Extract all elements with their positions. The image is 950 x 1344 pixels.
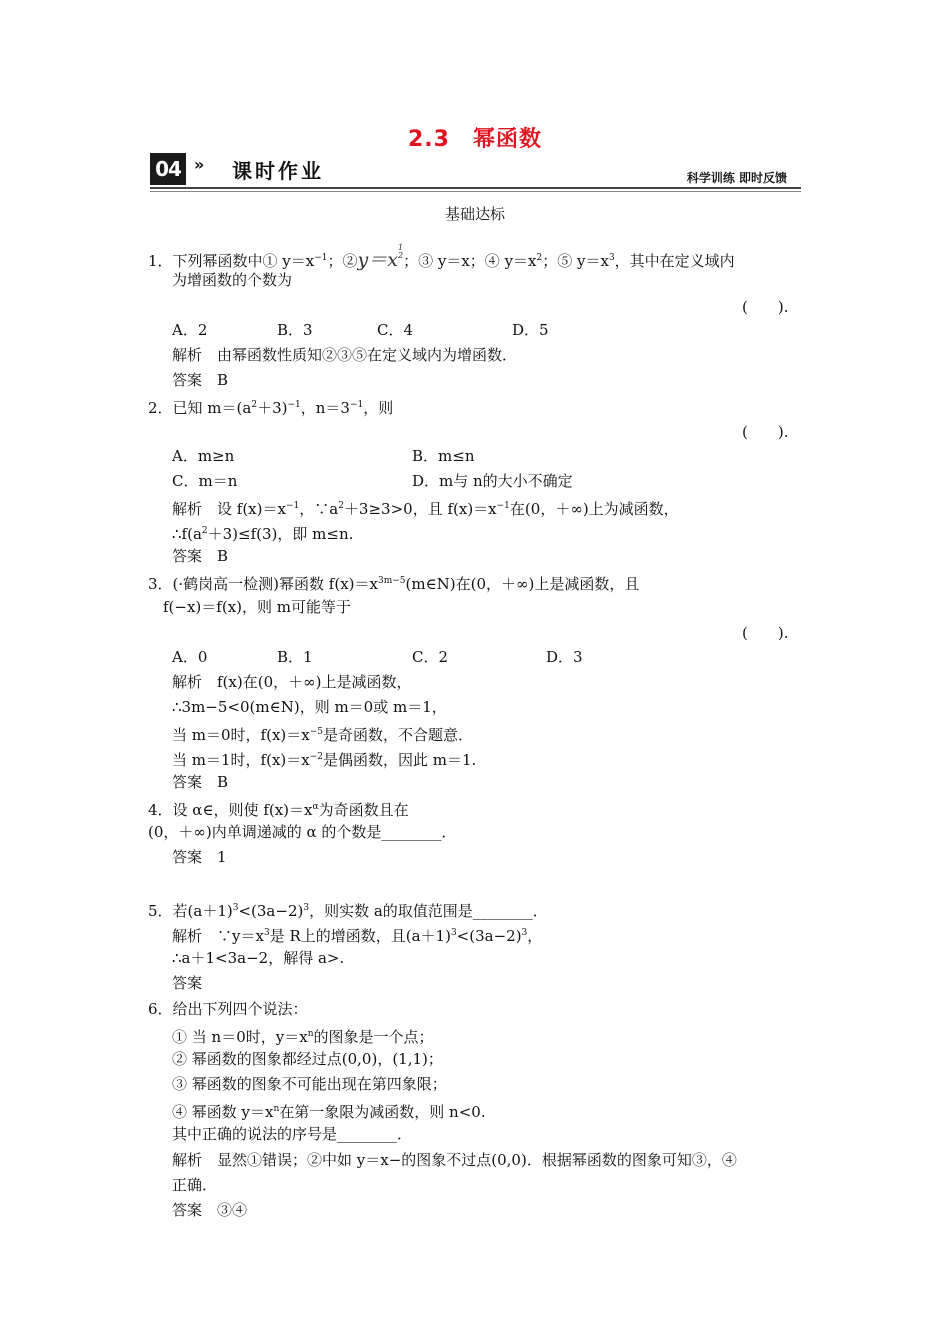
q3-explanation-4: 当 m＝1时，$f(x)=x^{-2}$是偶函数，因此 m＝1. [172, 751, 477, 769]
q1-line2: 为增函数的个数为 [172, 271, 293, 289]
section-heading: 基础达标 [444, 205, 505, 223]
q1-answer: 答案 B [172, 371, 229, 389]
q6-answer: 答案 ③④ [172, 1201, 248, 1219]
q6-explanation-2: 正确． [172, 1176, 218, 1194]
q3-option-b: B．1 [277, 648, 313, 666]
q3-explanation-2: ∴3m−5<0(m∈N)，则 m＝0或 m＝1， [172, 698, 447, 716]
q3-option-c: C．2 [412, 648, 449, 666]
q6-statement-2: ② 幂函数的图象都经过点(0,0)，(1,1)； [172, 1050, 443, 1068]
q1-formula-image: y＝x1 2 [357, 243, 404, 271]
q6-statement-1: ① 当 n＝0时，$y=x^n$的图象是一个点； [172, 1028, 434, 1046]
banner-badge: 04 [150, 153, 186, 185]
q2-explanation-1: 解析 设 $f(x)=x^{-1}$，$\because a^2+3\ge 3>0$，且 $f(x)=x^{-1}$在(0，＋∞)上为减函数， [172, 500, 679, 518]
q1-option-d: D．5 [512, 321, 549, 339]
section-banner [150, 153, 801, 189]
chevron-icon: » [194, 155, 205, 174]
q2-answer-paren: ( ). [742, 423, 789, 441]
q2-option-b: B．m≤n [412, 447, 475, 465]
q6-statement-3: ③ 幂函数的图象不可能出现在第四象限； [172, 1075, 447, 1093]
q3-answer: 答案 B [172, 773, 229, 791]
q1-answer-paren: ( ). [742, 298, 789, 316]
page-title: 2.3 幂函数 [408, 127, 542, 152]
q3-line1: 3．(·鹤岗高一检测)幂函数 $f(x)=x^{3m-5}(m\in N)$在(0，＋∞)上是减函数，且 [148, 575, 640, 593]
q4-line1: 4．设 α∈，则使 $f(x)=x^\alpha$为奇函数且在 [148, 801, 409, 819]
q5-line1: 5．若$(a+1)^3<(3a-2)^3$，则实数 a的取值范围是________． [148, 902, 548, 920]
q4-line2: (0，＋∞)内单调递减的 α 的个数是________． [148, 823, 457, 841]
banner-subtitle: 科学训练 即时反馈 [686, 171, 787, 185]
q2-option-d: D．m与 n的大小不确定 [412, 472, 573, 490]
q4-answer: 答案 1 [172, 848, 227, 866]
q3-option-a: A．0 [172, 648, 208, 666]
q3-line2: f(−x)＝f(x)，则 m可能等于 [163, 598, 351, 616]
q2-option-a: A．m≥n [172, 447, 235, 465]
q1-line1: 1．下列幂函数中① $y=x^{-1}$；②y＝x1 2；③ y＝x；④ $y=x^2$；⑤ $y=x^3$，其中在定义域内 [148, 243, 735, 271]
q3-explanation-3: 当 m＝0时，$f(x)=x^{-5}$是奇函数，不合题意． [172, 726, 474, 744]
q2-explanation-2: $\therefore f(a^2+3)\le f(3)$，即 m≤n. [172, 525, 354, 543]
q6-line1: 6．给出下列四个说法： [148, 1000, 308, 1018]
q1-option-b: B．3 [277, 321, 313, 339]
q1-option-c: C．4 [377, 321, 414, 339]
q5-explanation-1: 解析 $\because y=x^3$是 R上的增函数，且$(a+1)^3<(3a-2)^3$， [172, 927, 543, 945]
q5-answer: 答案 [172, 974, 203, 992]
q2-option-c: C．m＝n [172, 472, 238, 490]
q6-statement-4: ④ 幂函数 $y=x^n$在第一象限为减函数，则 n<0. [172, 1103, 486, 1121]
q3-option-d: D．3 [546, 648, 583, 666]
banner-rule-thin [150, 191, 801, 192]
banner-rule [150, 187, 801, 189]
q1-explanation: 解析 由幂函数性质知②③⑤在定义域内为增函数． [172, 346, 518, 364]
q3-answer-paren: ( ). [742, 624, 789, 642]
q3-explanation-1: 解析 f(x)在(0，＋∞)上是减函数， [172, 673, 412, 691]
q5-explanation-2: ∴a＋1<3a−2，解得 a>. [172, 949, 345, 967]
q6-prompt: 其中正确的说法的序号是________． [172, 1125, 413, 1143]
q1-option-a: A．2 [172, 321, 208, 339]
q2-answer: 答案 B [172, 547, 229, 565]
q2-line1: 2．已知 $m=(a^2+3)^{-1}$，$n=3^{-1}$，则 [148, 399, 394, 417]
banner-title: 课时作业 [232, 159, 324, 183]
q6-explanation-1: 解析 显然①错误；②中如 y＝x−的图象不过点(0,0)．根据幂函数的图象可知③，④ [172, 1151, 737, 1169]
